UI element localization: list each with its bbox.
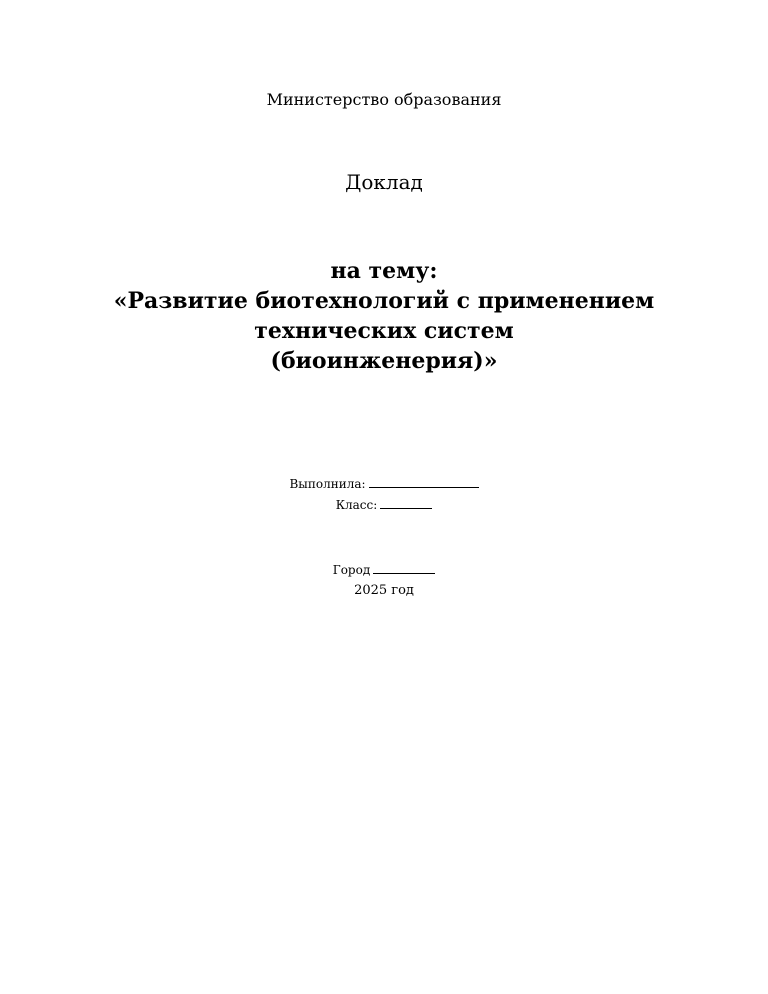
author-row bbox=[0, 476, 768, 491]
class-blank-line bbox=[380, 497, 432, 509]
city-blank-line bbox=[373, 562, 435, 574]
title-line-3: технических систем bbox=[254, 318, 514, 344]
report-title bbox=[0, 256, 768, 376]
title-line-2: «Развитие биотехнологий с применением bbox=[113, 288, 655, 314]
class-row bbox=[0, 497, 768, 512]
city-label: Город bbox=[332, 563, 371, 577]
class-label: Класс: bbox=[335, 498, 378, 512]
ministry-heading: Министерство образования bbox=[266, 90, 502, 109]
title-line-1: на тему: bbox=[330, 258, 438, 284]
title-line-4: (биоинженерия)» bbox=[270, 348, 498, 374]
city-row bbox=[0, 562, 768, 577]
author-label: Выполнила: bbox=[289, 477, 366, 491]
author-blank-line bbox=[369, 476, 479, 488]
document-type: Доклад bbox=[345, 170, 423, 194]
year-label: 2025 год bbox=[354, 583, 414, 598]
